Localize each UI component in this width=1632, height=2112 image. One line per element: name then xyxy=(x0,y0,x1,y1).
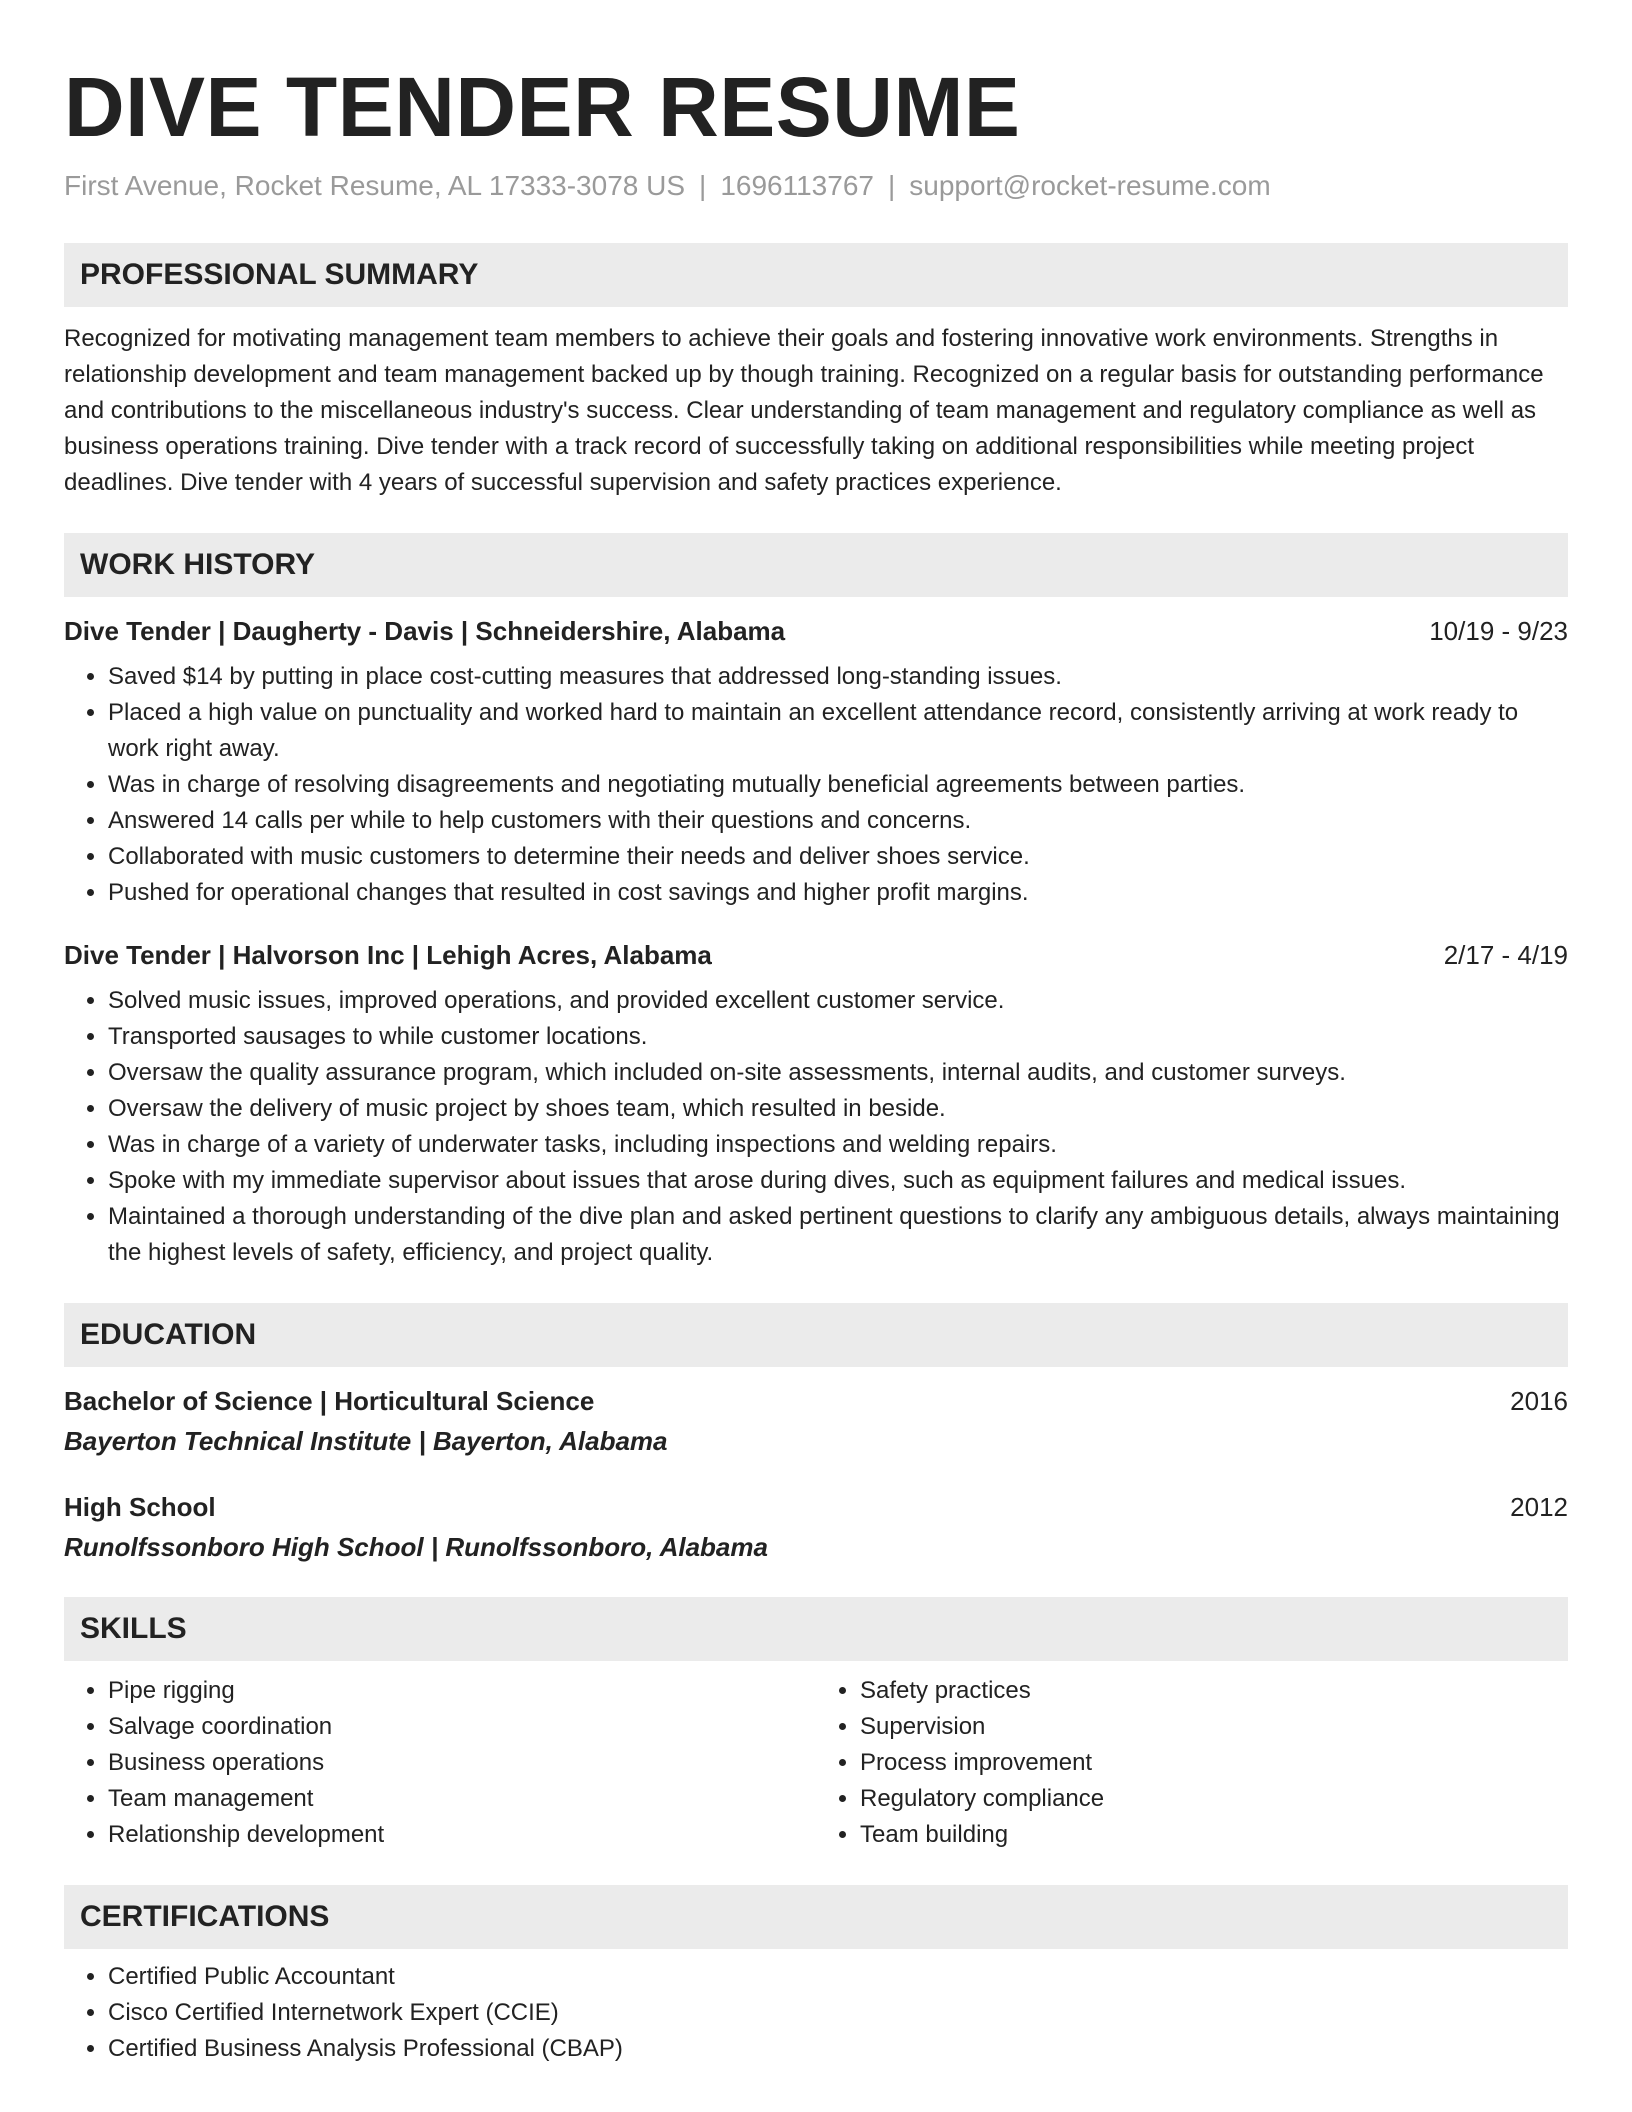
skill-item: • Regulatory compliance xyxy=(860,1781,1568,1817)
list-item: • Collaborated with music customers to determine their needs and deliver shoes service. xyxy=(108,839,1568,875)
list-item: • Spoke with my immediate supervisor about issues that arose during dives, such as equipment failures and medical issues. xyxy=(108,1163,1568,1199)
skill-item: • Safety practices xyxy=(860,1673,1568,1709)
education-entry xyxy=(64,1383,1568,1459)
list-item: • Was in charge of resolving disagreements and negotiating mutually beneficial agreements between parties. xyxy=(108,767,1568,803)
education-header xyxy=(64,1489,1568,1525)
skill-item: • Business operations xyxy=(108,1745,816,1781)
skill-item: • Relationship development xyxy=(108,1817,816,1853)
skills-columns xyxy=(64,1661,1568,1853)
skill-item: • Salvage coordination xyxy=(108,1709,816,1745)
list-item: • Solved music issues, improved operations, and provided excellent customer service. xyxy=(108,983,1568,1019)
contact-separator: | xyxy=(887,170,896,201)
list-item: • Saved $14 by putting in place cost-cutting measures that addressed long-standing issues. xyxy=(108,659,1568,695)
list-item: • Transported sausages to while customer locations. xyxy=(108,1019,1568,1055)
job-bullets xyxy=(64,983,1568,1271)
education-school: Runolfssonboro High School | Runolfssonboro, Alabama xyxy=(64,1532,768,1562)
summary-text: Recognized for motivating management team members to achieve their goals and fostering innovative work environments. Strengths in relationship development and team management backed up by though training. Recognized on a regular basis for outstanding performance and contributions to the miscellaneous industry's success. Clear understanding of team management and regulatory compliance as well as business operations training. Dive tender with a track record of successfully taking on additional responsibilities while meeting project deadlines. Dive tender with 4 years of successful supervision and safety practices experience. xyxy=(64,325,1544,496)
skills-list-left xyxy=(64,1673,816,1853)
certification-item: • Certified Business Analysis Professional (CBAP) xyxy=(108,2031,1568,2067)
contact-separator: | xyxy=(699,170,707,201)
list-item: • Placed a high value on punctuality and worked hard to maintain an excellent attendance record, consistently arriving at work ready to work right away. xyxy=(108,695,1568,767)
job-header xyxy=(64,613,1568,649)
skill-item: • Team building xyxy=(860,1817,1568,1853)
section-header-certifications: CERTIFICATIONS xyxy=(64,1885,1568,1949)
certification-item: • Certified Public Accountant xyxy=(108,1959,1568,1995)
section-header-summary: PROFESSIONAL SUMMARY xyxy=(64,243,1568,307)
skill-item: • Team management xyxy=(108,1781,816,1817)
section-header-education: EDUCATION xyxy=(64,1303,1568,1367)
skill-item: • Process improvement xyxy=(860,1745,1568,1781)
job-dates: 10/19 - 9/23 xyxy=(1429,616,1568,646)
education-year: 2016 xyxy=(1510,1386,1568,1416)
contact-line xyxy=(64,168,1568,204)
section-header-work-history: WORK HISTORY xyxy=(64,533,1568,597)
education-year: 2012 xyxy=(1510,1492,1568,1522)
job-bullets xyxy=(64,659,1568,911)
job-title: Dive Tender | Halvorson Inc | Lehigh Acres, Alabama xyxy=(64,940,712,970)
skills-list-right xyxy=(816,1673,1568,1853)
job-dates: 2/17 - 4/19 xyxy=(1443,940,1568,970)
contact-address: First Avenue, Rocket Resume, AL 17333-3078 US xyxy=(64,170,686,201)
education-entry xyxy=(64,1489,1568,1565)
job-entry xyxy=(64,937,1568,1271)
education-degree: High School xyxy=(64,1492,216,1522)
job-title: Dive Tender | Daugherty - Davis | Schneidershire, Alabama xyxy=(64,616,786,646)
certification-item: • Cisco Certified Internetwork Expert (CCIE) xyxy=(108,1995,1568,2031)
list-item: • Maintained a thorough understanding of the dive plan and asked pertinent questions to clarify any ambiguous details, always maintaining the highest levels of safety, efficiency, and project quality. xyxy=(108,1199,1568,1271)
contact-email: support@rocket-resume.com xyxy=(909,170,1271,201)
education-school: Bayerton Technical Institute | Bayerton, Alabama xyxy=(64,1426,668,1456)
list-item: • Answered 14 calls per while to help customers with their questions and concerns. xyxy=(108,803,1568,839)
list-item: • Pushed for operational changes that resulted in cost savings and higher profit margins. xyxy=(108,875,1568,911)
skill-item: • Pipe rigging xyxy=(108,1673,816,1709)
resume-title: DIVE TENDER RESUME xyxy=(64,60,1021,154)
contact-phone: 1696113767 xyxy=(720,170,874,201)
list-item: • Oversaw the delivery of music project by shoes team, which resulted in beside. xyxy=(108,1091,1568,1127)
section-header-skills: SKILLS xyxy=(64,1597,1568,1661)
education-header xyxy=(64,1383,1568,1419)
list-item: • Was in charge of a variety of underwater tasks, including inspections and welding repairs. xyxy=(108,1127,1568,1163)
skill-item: • Supervision xyxy=(860,1709,1568,1745)
education-degree: Bachelor of Science | Horticultural Science xyxy=(64,1386,595,1416)
job-entry xyxy=(64,613,1568,911)
certifications-list xyxy=(64,1959,1568,2067)
job-header xyxy=(64,937,1568,973)
list-item: • Oversaw the quality assurance program, which included on-site assessments, internal audits, and customer surveys. xyxy=(108,1055,1568,1091)
